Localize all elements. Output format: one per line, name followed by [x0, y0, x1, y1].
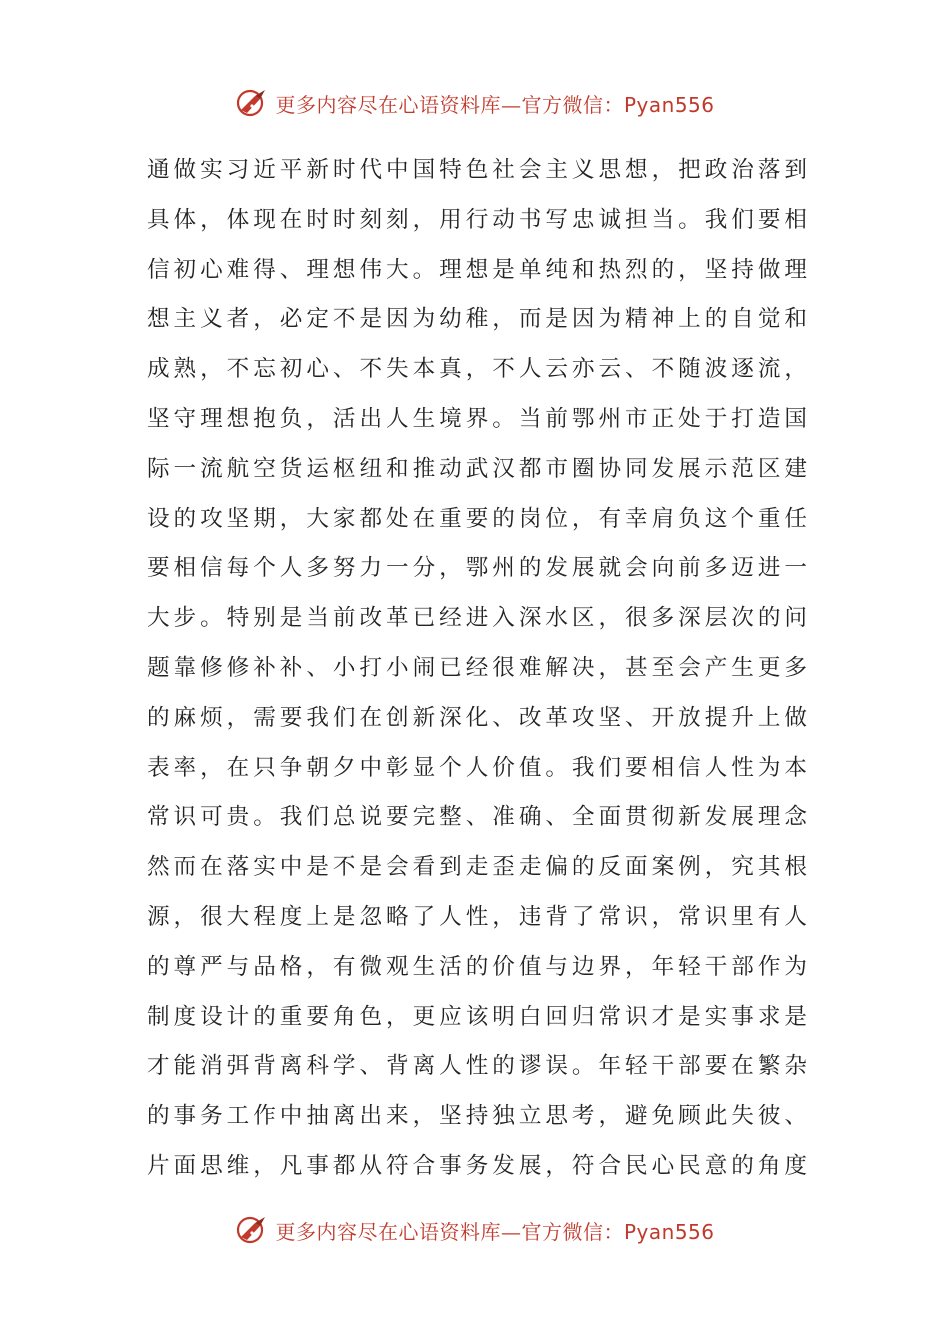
text-line: 信初心难得、理想伟大。理想是单纯和热烈的，坚持做理: [147, 256, 807, 283]
text-line: 成熟，不忘初心、不失本真，不人云亦云、不随波逐流，: [147, 356, 807, 383]
body-paragraph: [147, 146, 807, 1192]
text-line: 常识可贵。我们总说要完整、准确、全面贯彻新发展理念: [147, 804, 807, 831]
pen-logo-icon: [235, 1213, 269, 1247]
text-line: 才能消弭背离科学、背离人性的谬误。年轻干部要在繁杂: [147, 1053, 807, 1080]
text-line: 然而在落实中是不是会看到走歪走偏的反面案例，究其根: [147, 854, 807, 881]
text-line: 片面思维，凡事都从符合事务发展，符合民心民意的角度: [147, 1152, 807, 1179]
text-line: 要相信每个人多努力一分，鄂州的发展就会向前多迈进一: [147, 555, 807, 582]
text-line: 通做实习近平新时代中国特色社会主义思想，把政治落到: [147, 157, 807, 183]
watermark-wechat-id: Pyan556: [623, 92, 715, 117]
watermark-text: 更多内容尽在心语资料库—官方微信：Pyan556: [275, 1219, 715, 1244]
text-line: 源，很大程度上是忽略了人性，违背了常识，常识里有人: [147, 903, 807, 930]
text-line: 设的攻坚期，大家都处在重要的岗位，有幸肩负这个重任: [147, 505, 807, 532]
text-line: 的事务工作中抽离出来，坚持独立思考，避免顾此失彼、: [147, 1103, 807, 1130]
text-line: 制度设计的重要角色，更应该明白回归常识才是实事求是: [147, 1003, 807, 1030]
watermark-wechat-id: Pyan556: [623, 1219, 715, 1244]
text-line: 际一流航空货运枢纽和推动武汉都市圈协同发展示范区建: [147, 455, 807, 482]
text-line: 具体，体现在时时刻刻，用行动书写忠诚担当。我们要相: [147, 206, 807, 233]
text-line: 想主义者，必定不是因为幼稚，而是因为精神上的自觉和: [147, 306, 807, 333]
pen-logo-icon: [235, 86, 269, 120]
header-watermark: [0, 83, 950, 123]
watermark-text: 更多内容尽在心语资料库—官方微信：Pyan556: [275, 92, 715, 117]
text-line: 表率，在只争朝夕中彰显个人价值。我们要相信人性为本: [147, 754, 807, 781]
footer-watermark: [0, 1210, 950, 1250]
text-line: 的麻烦，需要我们在创新深化、改革攻坚、开放提升上做: [147, 704, 807, 731]
text-line: 大步。特别是当前改革已经进入深水区，很多深层次的问: [147, 605, 807, 632]
text-line: 题靠修修补补、小打小闹已经很难解决，甚至会产生更多: [147, 654, 807, 681]
text-line: 坚守理想抱负，活出人生境界。当前鄂州市正处于打造国: [147, 405, 807, 432]
text-line: 的尊严与品格，有微观生活的价值与边界，年轻干部作为: [147, 953, 807, 980]
